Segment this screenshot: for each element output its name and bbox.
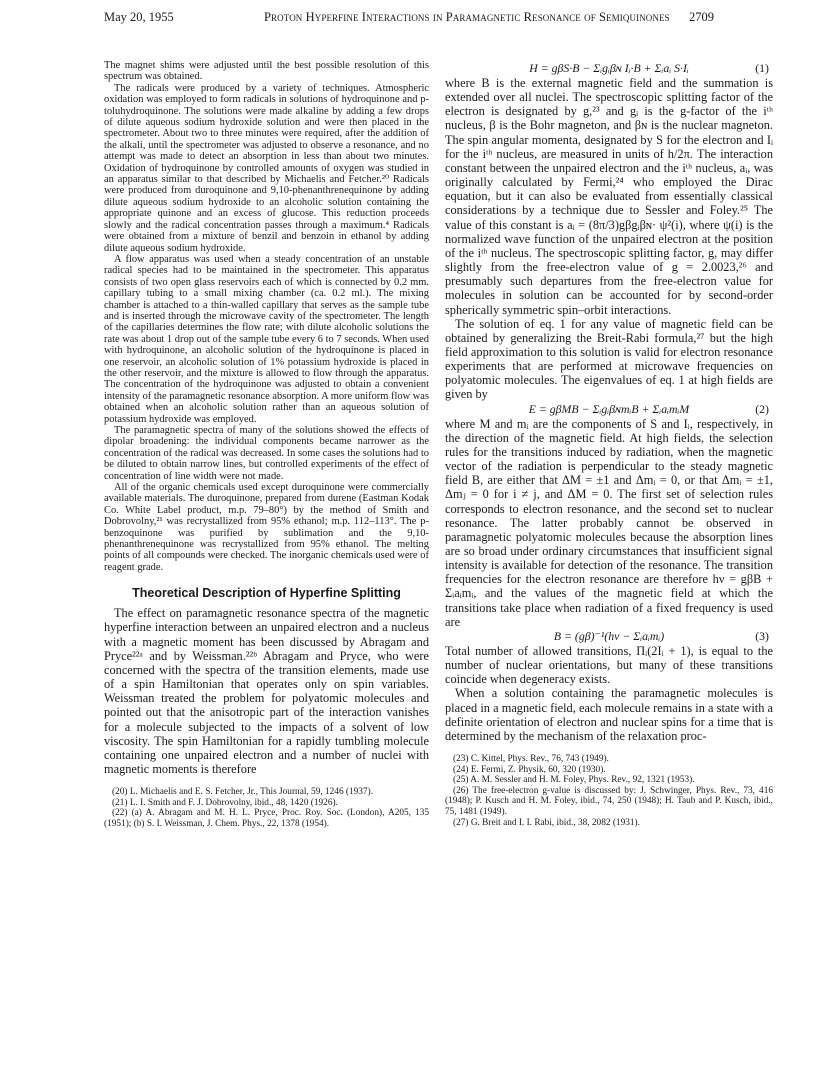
theory-paragraph: where B is the external magnetic field and the summation is extended over all nuclei. The spectroscopic splitting factor of the electron is designated by g,²³ and gᵢ is the g-factor of the iᵗʰ nucleus, β is the Bohr magneton, and βɴ is the nuclear magneton. The spin angular momenta, designated by S for the electron and Iᵢ for the iᵗʰ nucleus, are measured in units of h/2π. The interaction constant between the unpaired electron and the iᵗʰ nucleus, aᵢ, was originally calculated by Fermi,²⁴ who employed the Dirac equation, but it can also be evaluated from essentially classical considerations by a technique due to Sessler and Foley.²⁵ The value of this constant is aᵢ = (8π/3)gβgᵢβɴ· ψ²(i), where ψ(i) is the normalized wave function of the unpaired electron at the position of the iᵗʰ nucleus. The spectroscopic splitting factor, g, may differ slightly from the free-electron value of g = 2.0023,²⁶ and presumably such departures from the free-electron value for molecules in solution can be accounted for by second-order spherically symmetric spin–orbit interactions.: [445, 76, 773, 317]
right-column: [445, 61, 773, 828]
methods-paragraph: The magnet shims were adjusted until the best possible resolution of this spectrum was obtained.: [104, 60, 429, 83]
equation-2-number: (2): [755, 401, 769, 416]
equation-2: [445, 402, 773, 417]
equation-1: [445, 61, 773, 76]
header-date: May 20, 1955: [104, 10, 174, 24]
footnote: (26) The free-electron g-value is discussed by: J. Schwinger, Phys. Rev., 73, 416 (1948); P. Kusch and H. M. Foley, ibid., 74, 250 (1948); H. Taub and P. Kusch, ibid., 75, 1481 (1949).: [445, 785, 773, 817]
equation-1-number: (1): [755, 61, 769, 75]
methods-paragraph: A flow apparatus was used when a steady concentration of an unstable radical species had to be maintained in the spectrometer. This apparatus consists of two open glass reservoirs each of which is connected by 0.2 mm. capillary tubing to a small mixing chamber (ca. 0.2 ml.). The mixing chamber is attached to a thin-walled capillary that serves as the sample tube and is inserted through the microwave cavity of the spectrometer. The length of the capillaries determines the flow rate; with dilute alcoholic solutions the rate was about 1 drop out of the sample tube every 6 to 7 seconds. When used with hydroquinone, an alcoholic solution of the hydroquinone is placed in one reservoir, an alcoholic solution of 1% potassium hydroxide is placed in the other reservoir, and the mixture is allowed to flow through the apparatus. The concentration of the hydroquinone was adjusted to obtain a convenient intensity of the paramagnetic resonance absorption. A more uniform flow was obtained when an alcoholic solution rather than an aqueous solution of potassium hydroxide was employed.: [104, 253, 429, 425]
theory-paragraph: The solution of eq. 1 for any value of magnetic field can be obtained by generalizing the Breit-Rabi formula,²⁷ but the high field approximation to this solution is valid for electron resonance experiments that are performed at microwave frequencies on polyatomic molecules. The eigenvalues of eq. 1 at high fields are given by: [445, 316, 773, 402]
methods-paragraph: All of the organic chemicals used except duroquinone were commercially available materials. The duroquinone, prepared from durene (Eastman Kodak Co. White Label product, m.p. 79–80°) by the method of Smith and Dobrovolny,²¹ was recrystallized from 95% ethanol; m.p. 112–113°. The p-benzoquinone was purified by sublimation and the 9,10-phenanthrenequinone was recrystallized from 95% ethanol. The melting points of all compounds were checked. The inorganic chemicals used were of reagent grade.: [104, 482, 429, 573]
header-title: Proton Hyperfine Interactions in Paramagnetic Resonance of Semiquinones: [264, 10, 670, 24]
theory-paragraph: The effect on paramagnetic resonance spectra of the magnetic hyperfine interaction between an unpaired electron and a nucleus with a magnetic moment has been discussed by Abragam and Pryce²²ᵃ and by Weissman.²²ᵇ Abragam and Pryce, who were concerned with the spectra of the transition elements, made use of a spin Hamiltonian that operates only on spin variables. Weissman treated the problem for polyatomic molecules and pointed out that the anisotropic part of the interaction vanishes for a molecule subjected to the impacts of a solvent of low viscosity. The spin Hamiltonian for a rapidly tumbling molecule containing one unpaired electron and a number of nuclei with magnetic moments is therefore: [104, 606, 429, 776]
left-column: [104, 60, 429, 830]
methods-paragraph: The paramagnetic spectra of many of the solutions showed the effects of dipolar broadening: the individual components became narrower as the concentration of the radical was decreased. In some cases the solutions had to be diluted to obtain narrow lines, but controlled experiments of the effect of concentration of line width were not made.: [104, 425, 429, 482]
footnote: (20) L. Michaelis and E. S. Fetcher, Jr., This Journal, 59, 1246 (1937).: [112, 787, 374, 798]
methods-paragraph: The radicals were produced by a variety of techniques. Atmospheric oxidation was employed to form radicals in solutions of hydroquinone and p-toluhydroquinone. The solutions were made alkaline by adding a few drops of dilute aqueous sodium hydroxide solution and were then placed in the spectrometer. About two to three minutes were required, after the addition of the alkali, until the spectrometer was adjusted to observe a resonance, and no attempt was made to detect an absorption in less than about two minutes. Oxidation of hydroquinone by controlled amounts of oxygen was studied in an apparatus similar to that described by Michaelis and Fetcher.²⁰ Radicals were produced from duroquinone and 9,10-phenanthrenequinone by adding dilute aqueous sodium hydroxide to an alcoholic solution containing the appropriate quinone and an excess of glucose. This reduction proceeds slowly and the radical concentration passes through a maximum.⁴ Radicals were obtained from a mixture of benzil and benzoin in ethanol by adding dilute aqueous sodium hydroxide.: [104, 82, 429, 254]
equation-3-body: B = (gβ)⁻¹(hν − Σᵢaᵢmᵢ): [553, 628, 665, 643]
theory-paragraph: where M and mᵢ are the components of S and Iᵢ, respectively, in the direction of the magnetic field. At high fields, the selection rules for the transitions induced by radiation, when the magnetic vector of the radiation is perpendicular to the steady magnetic field B, are either that ΔM = ±1 and Δmᵢ = 0, or that Δmᵢ = ±1, Δmⱼ = 0 for i ≠ j, and ΔM = 0. The first set of selection rules corresponds to electron resonance, and the second set to nuclear resonance. The latter probably cannot be observed in paramagnetic polyatomic molecules because the absorption lines are so broad under ordinary circumstances that insufficient signal intensity is available for detection of the resonance. The transition frequencies for the electron resonance are therefore hν = gβB + Σᵢaᵢmᵢ, and the values of the magnetic field at which the transitions take place when radiation of a fixed frequency is used are: [445, 416, 773, 629]
theory-paragraph: When a solution containing the paramagnetic molecules is placed in a magnetic field, each molecule remains in a state with a definite orientation of electron and nuclear spins for a time that is determined by the mechanism of the relaxation proc-: [445, 686, 773, 743]
footnote: (23) C. Kittel, Phys. Rev., 76, 743 (1949).: [453, 754, 609, 765]
equation-2-body: E = gβMB − ΣᵢgᵢβɴmᵢB + ΣᵢaᵢmᵢM: [528, 401, 690, 416]
section-heading: Theoretical Description of Hyperfine Splitting: [132, 586, 401, 601]
footnote: (22) (a) A. Abragam and M. H. L. Pryce, Proc. Roy. Soc. (London), A205, 135 (1951); (b) S. I. Weissman, J. Chem. Phys., 22, 1378 (1954).: [104, 808, 429, 829]
equation-3: [445, 629, 773, 644]
footnotes-right: [445, 754, 773, 828]
footnotes-left: [104, 787, 429, 829]
equation-3-number: (3): [755, 628, 769, 643]
page-number: 2709: [689, 10, 714, 24]
equation-1-body: H = gβS·B − Σᵢgᵢβɴ Iᵢ·B + Σᵢaᵢ S·Iᵢ: [529, 61, 689, 75]
running-header: [104, 10, 714, 28]
footnote: (21) L. I. Smith and F. J. Dobrovolny, ibid., 48, 1420 (1926).: [112, 797, 338, 808]
footnote: (24) E. Fermi, Z. Physik, 60, 320 (1930).: [453, 764, 606, 775]
footnote: (25) A. M. Sessler and H. M. Foley, Phys. Rev., 92, 1321 (1953).: [453, 775, 695, 786]
theory-paragraph: Total number of allowed transitions, Πᵢ(2Iᵢ + 1), is equal to the number of nuclear orientations, but many of these transitions coincide when degeneracy exists.: [445, 643, 773, 687]
footnote: (27) G. Breit and I. I. Rabi, ibid., 38, 2082 (1931).: [453, 817, 640, 828]
